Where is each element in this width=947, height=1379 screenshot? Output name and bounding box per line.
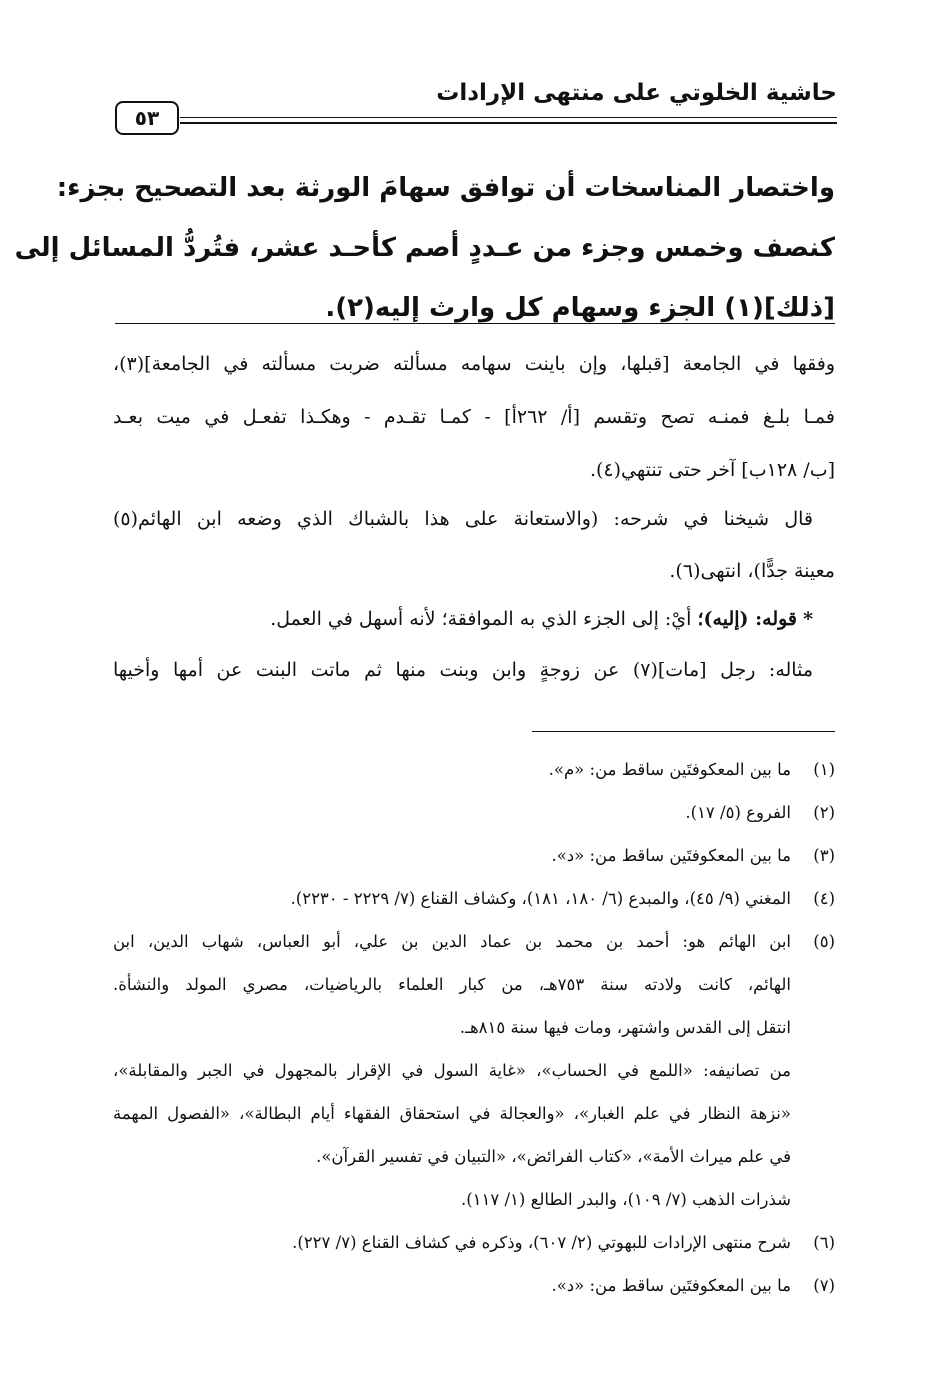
footnote-number: (٥) <box>813 932 835 951</box>
footnote-number: (٣) <box>813 846 835 865</box>
main-text-line: [ذلك](١) الجزء وسهام كل وارث إليه(٢). <box>325 293 835 323</box>
footnote <box>113 1264 835 1307</box>
main-text-line: واختصار المناسخات أن توافق سهامَ الورثة بعد التصحيح بجزء: <box>56 173 835 203</box>
footnote-text: من تصانيفه: «اللمع في الحساب»، «غاية السول في الإقرار بالمجهول في الجبر والمقابلة»، <box>113 1061 791 1080</box>
footnote-text: الفروع (٥/ ١٧). <box>685 803 791 822</box>
commentary-line: [ب/ ١٢٨ب] آخر حتى تنتهي(٤). <box>589 459 835 481</box>
commentary-line: وفقها في الجامعة [قبلها، وإن باينت سهامه مسألته ضربت مسألته في الجامعة](٣)، <box>113 353 835 375</box>
footnote-text: «نزهة النظار في علم الغبار»، «والعجالة في استحقاق الفقهاء أيام البطالة»، «الفصول المهمة <box>113 1104 791 1123</box>
footnote-continuation <box>113 1049 835 1178</box>
commentary-line: مثاله: رجل [مات](٧) عن زوجةٍ وابن وبنت منها ثم ماتت البنت عن أمها وأخيها <box>113 659 814 681</box>
footnote-text: ما بين المعكوفتَين ساقط من: «م». <box>548 760 791 779</box>
main-text-block <box>14 158 835 338</box>
footnote <box>113 834 835 877</box>
commentary-line: معينة جدًّا)، انتهى(٦). <box>669 560 835 582</box>
commentary-lemma: قوله: (إليه)؛ <box>697 608 798 630</box>
header-rule <box>180 117 837 118</box>
commentary-paragraph <box>113 648 835 692</box>
footnote <box>113 748 835 791</box>
footnote-text: شرح منتهى الإرادات للبهوتي (٢/ ٦٠٧)، وذكره في كشاف القناع (٧/ ٢٢٧). <box>292 1233 791 1252</box>
commentary-paragraph <box>113 493 835 597</box>
footnote-text: الهائم، كانت ولادته سنة ٧٥٣هـ، من كبار العلماء بالرياضيات، مصري المولد والنشأة. <box>113 975 791 994</box>
footnote-separator <box>532 731 835 732</box>
footnote-number: (٤) <box>813 889 835 908</box>
commentary-paragraph <box>113 597 835 641</box>
page-number-box: ٥٣ <box>115 101 179 135</box>
footnote-number: (٧) <box>813 1276 835 1295</box>
commentary-line: فمـا بلـغ فمنـه تصح وتقسم [أ/ ٢٦٢أ] - كمـا تقـدم - وهكـذا تفعـل في ميت بعـد <box>113 406 835 428</box>
commentary-paragraph <box>113 338 835 497</box>
commentary-line: قال شيخنا في شرحه: (والاستعانة على هذا بالشباك الذي وضعه ابن الهائم(٥) <box>113 508 813 530</box>
footnote-text: في علم ميراث الأمة»، «كتاب الفرائض»، «التبيان في تفسير القرآن». <box>316 1147 791 1166</box>
footnote-number: (٦) <box>813 1233 835 1252</box>
footnote-text: ابن الهائم هو: أحمد بن محمد بن عماد الدين بن علي، أبو العباس، شهاب الدين، ابن <box>113 932 791 951</box>
footnote-number: (١) <box>813 760 835 779</box>
asterisk-marker: * <box>803 608 813 630</box>
footnote-text: ما بين المعكوفتَين ساقط من: «د». <box>551 846 791 865</box>
footnote <box>113 920 835 1049</box>
commentary-line <box>113 597 835 641</box>
running-header-title: حاشية الخلوتي على منتهى الإرادات <box>436 80 837 106</box>
footnote-text: المغني (٩/ ٤٥)، والمبدع (٦/ ١٨٠، ١٨١)، وكشاف القناع (٧/ ٢٢٢٩ - ٢٢٣٠). <box>290 889 791 908</box>
footnote <box>113 1221 835 1264</box>
header-rule-double <box>180 122 837 124</box>
footnotes-section <box>113 748 835 1307</box>
footnote-continuation <box>113 1178 835 1221</box>
footnote-number: (٢) <box>813 803 835 822</box>
footnote-text: شذرات الذهب (٧/ ١٠٩)، والبدر الطالع (١/ ١١٧). <box>460 1190 791 1209</box>
main-text-line: كنصف وخمس وجزء من عـددٍ أصم كأحـد عشر، فتُردُّ المسائل إلى <box>14 233 835 263</box>
footnote-text: انتقل إلى القدس واشتهر، ومات فيها سنة ٨١٥هـ. <box>459 1018 791 1037</box>
footnote-text: ما بين المعكوفتَين ساقط من: «د». <box>551 1276 791 1295</box>
footnote <box>113 791 835 834</box>
commentary-text: أيْ: إلى الجزء الذي به الموافقة؛ لأنه أسهل في العمل. <box>270 608 692 630</box>
main-text-separator <box>115 323 835 324</box>
footnote <box>113 877 835 920</box>
